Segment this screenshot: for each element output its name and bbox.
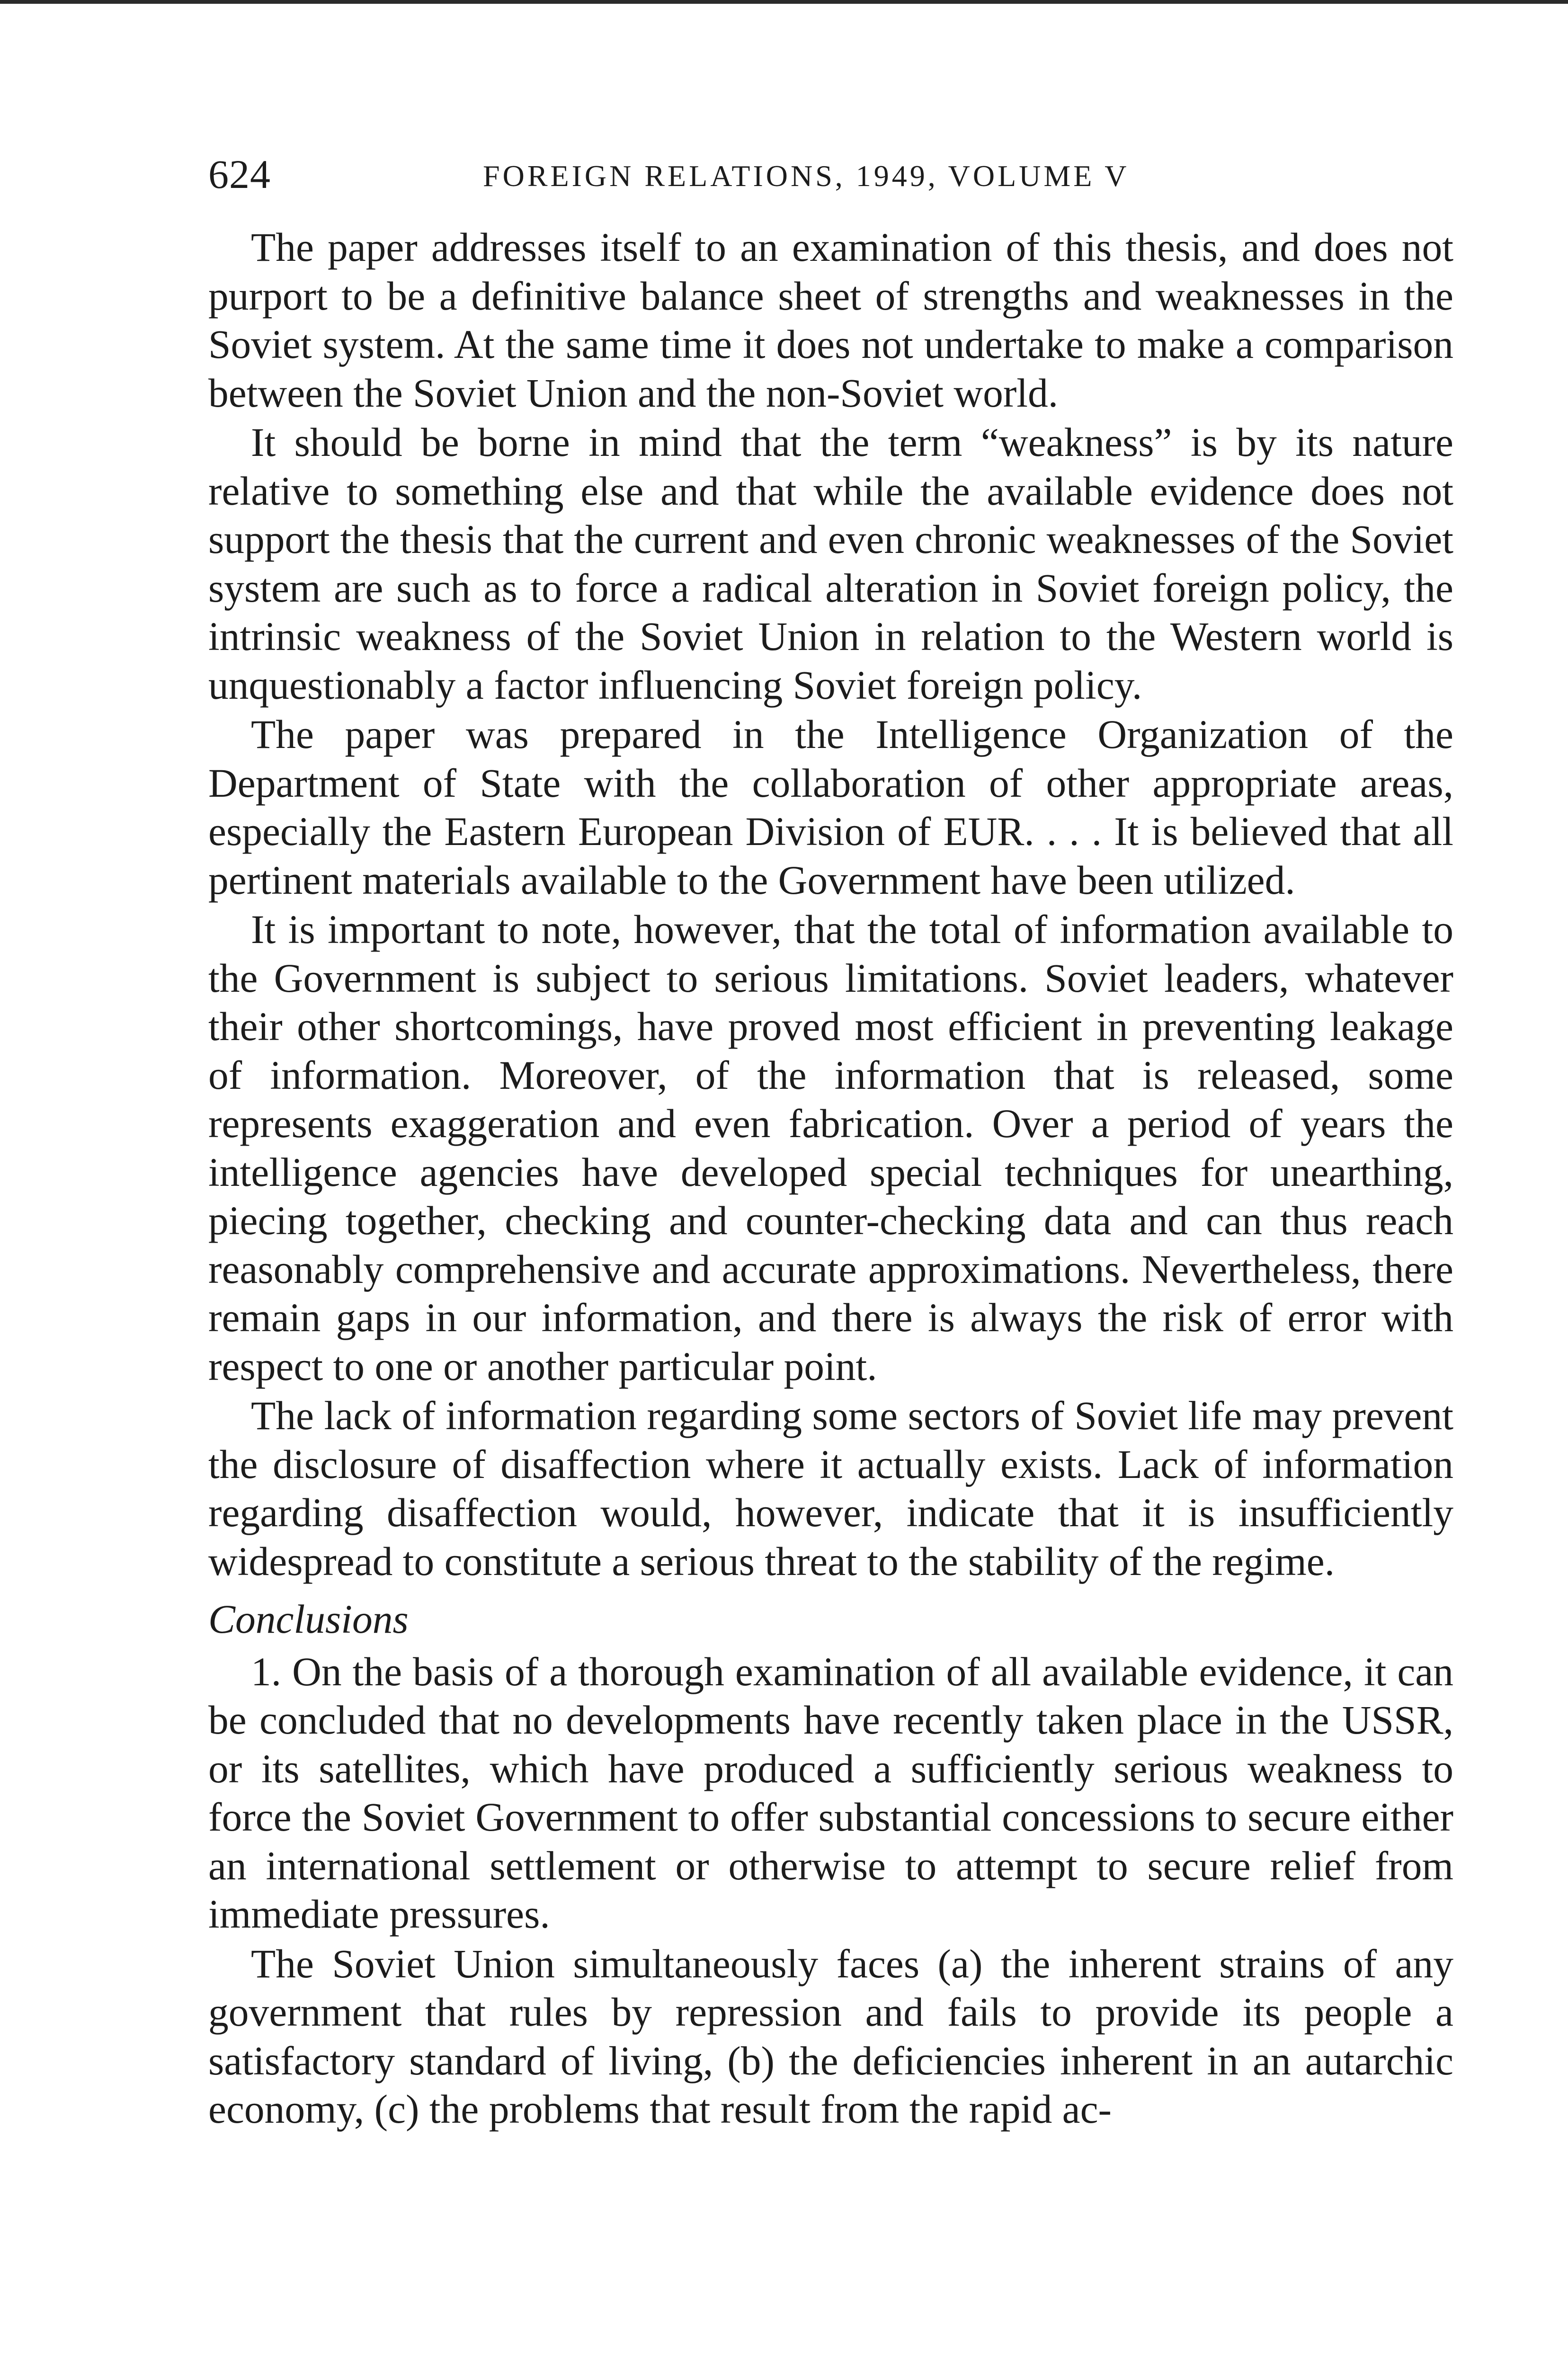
paragraph: The paper addresses itself to an examination of this thesis, and does not purport to be a definitive balance sheet of strengths and weaknesses in the Soviet system. At the same time it does not undertake to make a comparison between the Soviet Union and the non-Soviet world. bbox=[208, 225, 1453, 416]
section-heading-conclusions: Conclusions bbox=[208, 1597, 409, 1642]
running-head: FOREIGN RELATIONS, 1949, VOLUME V bbox=[483, 159, 1130, 193]
body-text bbox=[208, 223, 1453, 2134]
paragraph: It is important to note, however, that the total of information available to the Government is subject to serious limitations. Soviet leaders, whatever their other shortcomings, have proved most efficient in preventing leakage of information. Moreover, of the information that is released, some represents exaggeration and even fabrication. Over a period of years the intelligence agencies have developed special techniques for unearthing, piecing together, checking and counter-checking data and can thus reach reasonably comprehensive and accurate approximations. Nevertheless, there remain gaps in our information, and there is always the risk of error with respect to one or another particular point. bbox=[208, 908, 1453, 1389]
paragraph: It should be borne in mind that the term “weakness” is by its nature relative to something else and that while the available evidence does not support the thesis that the current and even chronic weaknesses of the Soviet system are such as to force a radical alteration in Soviet foreign policy, the intrinsic weakness of the Soviet Union in relation to the Western world is unquestionably a factor influencing Soviet foreign policy. bbox=[208, 420, 1453, 708]
paragraph: The lack of information regarding some sectors of Soviet life may prevent the disclosure of disaffection where it actually exists. Lack of information regarding disaffection would, however, indicate that it is insufficiently widespread to constitute a serious threat to the stability of the regime. bbox=[208, 1394, 1453, 1584]
paragraph: The Soviet Union simultaneously faces (a) the inherent strains of any government that rules by repression and fails to provide its people a satisfactory standard of living, (b) the deficiencies inherent in an autarchic economy, (c) the problems that result from the rapid ac- bbox=[208, 1941, 1453, 2132]
top-border bbox=[0, 0, 1568, 4]
page-header bbox=[208, 151, 1264, 203]
paragraph: 1. On the basis of a thorough examination of all available evidence, it can be concluded that no developments have recently taken place in the USSR, or its satellites, which have produced a sufficiently serious weakness to force the Soviet Government to offer substantial concessions to secure either an international settlement or otherwise to attempt to secure relief from immediate pressures. bbox=[208, 1649, 1453, 1937]
paragraph: The paper was prepared in the Intelligence Organization of the Department of State with the collaboration of other appropriate areas, especially the Eastern European Division of EUR. . . . It is believed that all pertinent materials available to the Government have been utilized. bbox=[208, 712, 1453, 903]
page-number: 624 bbox=[208, 151, 271, 197]
